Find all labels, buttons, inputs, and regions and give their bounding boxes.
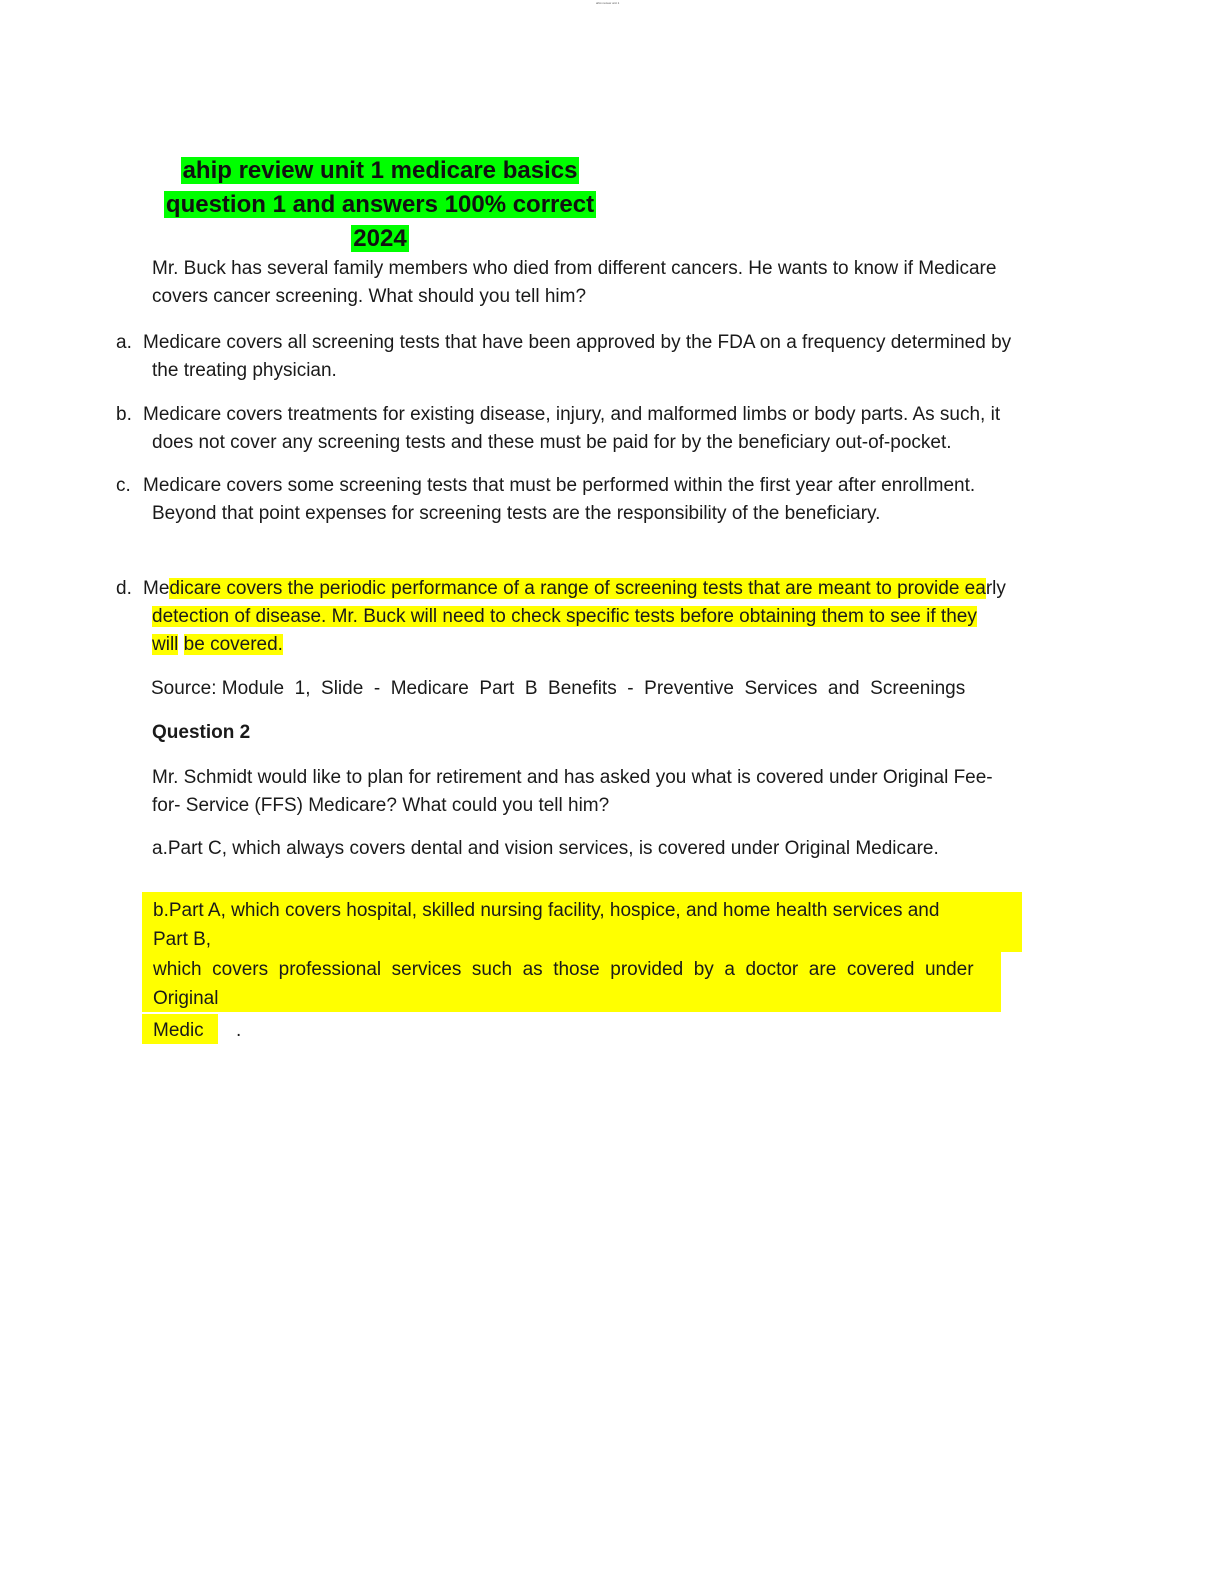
title-line-2: question 1 and answers 100% correct bbox=[165, 191, 595, 218]
prompt-line: for- Service (FFS) Medicare? What could you tell him? bbox=[152, 795, 610, 816]
q2-option-b-tail: . bbox=[236, 1020, 242, 1041]
option-letter: c. bbox=[116, 475, 131, 496]
q2-option-b-line: b.Part A, which covers hospital, skilled nursing facility, hospice, and home health services and bbox=[153, 900, 940, 921]
question-2-prompt bbox=[152, 764, 1064, 820]
prompt-line: Mr. Schmidt would like to plan for retirement and has asked you what is covered under Original Fee- bbox=[152, 767, 993, 788]
option-text: Medicare covers treatments for existing disease, injury, and malformed limbs or body parts. As such, it bbox=[143, 404, 1001, 425]
option-text: Beyond that point expenses for screening tests are the responsibility of the beneficiary. bbox=[152, 503, 881, 524]
highlighted-text: detection of disease. Mr. Buck will need to check specific tests before obtaining them to see if they bbox=[152, 606, 977, 627]
answer-option-c bbox=[116, 472, 1064, 528]
option-text: does not cover any screening tests and these must be paid for by the beneficiary out-of-pocket. bbox=[152, 432, 952, 453]
document-title bbox=[150, 154, 610, 256]
highlighted-text: will bbox=[152, 634, 179, 655]
q2-option-b-line: Medic bbox=[153, 1020, 204, 1041]
option-text: the treating physician. bbox=[152, 360, 337, 381]
prompt-line: Mr. Buck has several family members who died from different cancers. He wants to know if Medicare bbox=[152, 258, 997, 279]
source-citation: Source: Module 1, Slide - Medicare Part B Benefits - Preventive Services and Screenings bbox=[151, 678, 966, 699]
q2-answer-option-a: a.Part C, which always covers dental and vision services, is covered under Original Medicare. bbox=[152, 838, 939, 859]
title-line-1: ahip review unit 1 medicare basics bbox=[182, 157, 578, 184]
option-letter: d. bbox=[116, 578, 132, 599]
answer-option-b bbox=[116, 401, 1064, 457]
question-1-prompt bbox=[152, 255, 1064, 311]
option-letter: b. bbox=[116, 404, 132, 425]
answer-option-a bbox=[116, 329, 1064, 385]
header-mark: ahip review unit 1 bbox=[596, 1, 620, 4]
q2-option-b-line: Part B, bbox=[153, 929, 212, 950]
q2-option-b-line: Original bbox=[153, 988, 219, 1009]
option-text: Me bbox=[143, 578, 170, 599]
title-line-3: 2024 bbox=[353, 225, 407, 252]
option-text: Medicare covers all screening tests that have been approved by the FDA on a frequency determined by bbox=[143, 332, 1012, 353]
option-text: rly bbox=[985, 578, 1006, 599]
highlighted-text: be covered. bbox=[183, 634, 283, 655]
prompt-line: covers cancer screening. What should you tell him? bbox=[152, 286, 587, 307]
question-2-heading: Question 2 bbox=[152, 722, 251, 743]
answer-option-d-correct bbox=[116, 575, 1064, 659]
option-text: Medicare covers some screening tests that must be performed within the first year after enrollment. bbox=[143, 475, 976, 496]
option-letter: a. bbox=[116, 332, 132, 353]
highlighted-text: dicare covers the periodic performance of a range of screening tests that are meant to provide ea bbox=[169, 578, 986, 599]
q2-option-b-line: which covers professional services such as those provided by a doctor are covered under bbox=[153, 959, 974, 980]
